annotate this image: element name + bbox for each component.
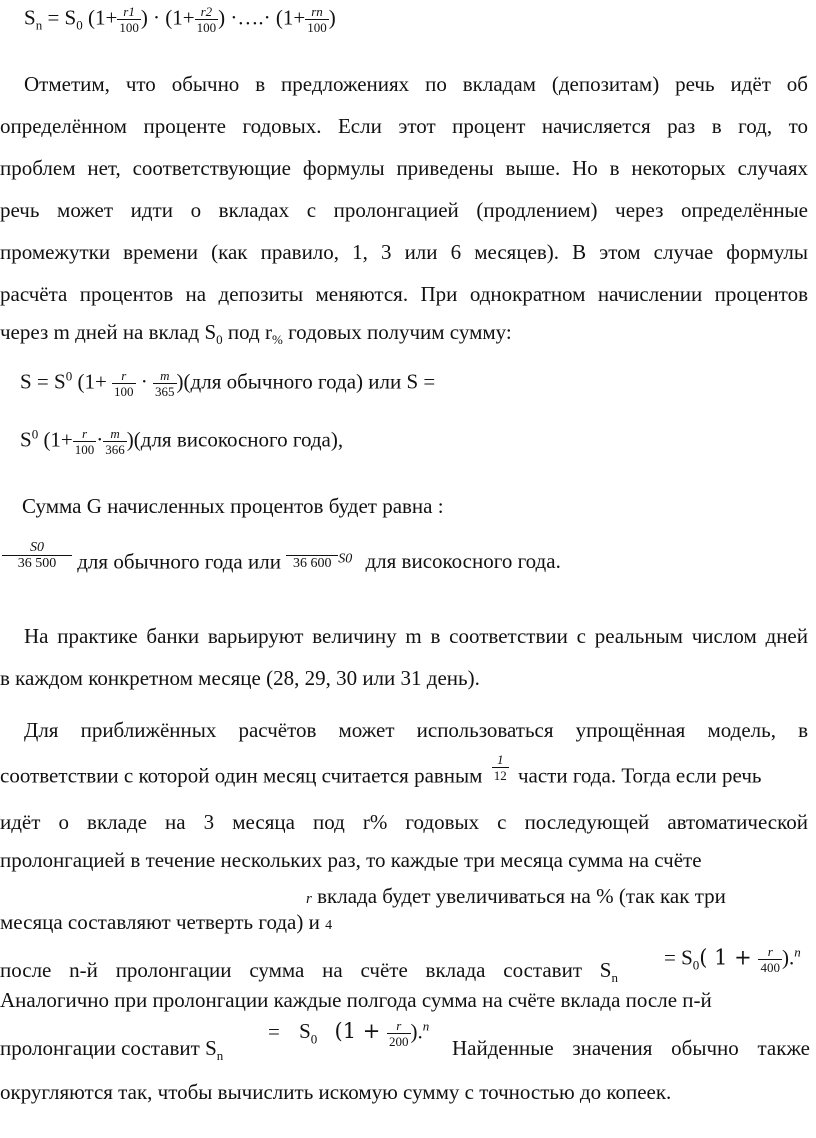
para1-line-6: расчёта процентов на депозиты меняются. При однократном начислении процентов [0,282,808,306]
text: )(для обычного года) или S = [176,369,436,394]
text: через m дней на вклад S [0,320,217,344]
para1-line-5: промежутки времени (как правило, 1, 3 или 6 месяцев). В этом случае формулы [0,240,808,264]
text: S = S [20,369,66,394]
text: ). [410,1019,423,1044]
fraction-rn: $\frac{rn}{100}$ [307,4,327,35]
fraction-r1: $\frac{r1}{100}$ [119,4,139,35]
text: под r [222,320,272,344]
text: = [268,1019,280,1044]
paren-open: (1+ [82,5,118,30]
text: · [96,427,104,452]
para3-line-2 [0,752,761,788]
para3-line-10: округляются так, чтобы вычислить искомую сумму с точностью до копеек. [0,1080,672,1104]
para1-line-1: Отметим, что обычно в предложениях по вкладам (депозитам) речь идёт об [24,72,808,96]
formula-leap-year [20,426,343,457]
para3-line-6 [0,910,332,935]
para3-line-5 [306,884,726,909]
para3-line-4: пролонгацией в течение нескольких раз, то каждые три месяца сумма на счёте [0,848,702,872]
text: части года. Тогда если речь [517,763,762,788]
text: S [20,427,32,452]
para3-line-7 [0,958,640,986]
para3-line-9b: Найденные значения обычно также [452,1036,810,1060]
fraction-36600: 36 600 [286,540,338,571]
text: соответствии с которой один месяц считается равным [0,763,483,788]
r-symbol: r [306,891,312,907]
formula-ordinary-year [20,368,435,399]
para1-line-2: определённом проценте годовых. Если этот процент начисляется раз в год, то [0,114,808,138]
formula-quarterly [664,944,801,975]
subscript: 0 [216,332,223,348]
superscript: 0 [31,426,39,442]
para1-line-4: речь может идти о вкладах с пролонгацией (продлением) через определённые [0,198,808,222]
g-formula [2,540,561,574]
formula-semiannual [268,1018,429,1049]
exponent: n [422,1018,430,1034]
text: вклада будет увеличиваться на % (так как три [317,884,726,908]
text: (1 + [334,1019,388,1044]
fraction-r-100: $\frac{r}{100}$ [74,426,95,457]
formula-sn [24,4,336,35]
superscript: 0 [65,368,73,384]
para1-line-7 [0,318,808,354]
text: · [135,369,154,394]
subscript: % [271,332,283,348]
g-sentence: Сумма G начисленных процентов будет равна : [22,494,444,518]
para3-line-8: Аналогично при пролонгации каждые полгода сумма на счёте вклада после п-й [0,988,712,1012]
text: годовых получим сумму: [282,320,512,344]
s0-subscript: 0 [76,17,83,33]
fraction-m-365: $\frac{m}{365}$ [155,368,175,399]
fraction-r2: $\frac{r2}{100}$ [196,4,217,35]
text: = S [664,945,693,970]
para1-line-3: проблем нет, соответствующие формулы приведены выше. Но в некоторых случаях [0,156,808,180]
text: для високосного года. [365,549,561,574]
text: для обычного года или [77,549,281,574]
paren-close: ) [328,5,336,30]
subscript: n [216,1048,224,1064]
text: месяца составляют четверть года) и [0,910,320,934]
para2-line-1: На практике банки варьируют величину m в соответствии с реальным числом дней [24,624,808,648]
fraction-1-12: $\frac{1}{12}$ [493,752,507,783]
digit-four: 4 [325,918,333,933]
fraction-m-366: $\frac{m}{366}$ [105,426,125,457]
text: (1+ [72,369,113,394]
superscript: S0 [338,551,353,567]
fraction-r-400: $\frac{r}{400}$ [760,944,780,975]
fraction-r-200: $\frac{r}{200}$ [389,1018,409,1049]
sn-symbol: S [24,5,36,30]
text: после n-й пролонгации сумма на счёте вклада составит S [0,958,612,982]
text: ). [781,945,795,970]
paren-mid-1: ) · (1+ [140,5,195,30]
text: ( 1 + [699,945,759,970]
exponent: n [794,944,801,960]
sn-equals: = S [42,5,77,30]
subscript: 0 [692,957,700,973]
fraction-s0-36500: $\frac{S0}{36 500}$ [2,540,72,571]
para2-line-2: в каждом конкретном месяце (28, 29, 30 или 31 день). [0,666,480,690]
paren-mid-2: ) ·….· (1+ [218,5,306,30]
sn-subscript: n [35,17,43,33]
text: пролонгации составит S [0,1036,217,1060]
text: (1+ [38,427,73,452]
subscript: n [611,970,618,986]
fraction-r-100: $\frac{r}{100}$ [114,368,134,399]
subscript: 0 [310,1031,318,1047]
para3-line-9a [0,1036,223,1064]
text: )(для високосного года), [126,427,344,452]
text: S [299,1019,311,1044]
para3-line-3: идёт о вкладе на 3 месяца под r% годовых с последующей автоматической [0,810,808,834]
para3-line-1: Для приближённых расчётов может использоваться упрощённая модель, в [24,718,808,742]
